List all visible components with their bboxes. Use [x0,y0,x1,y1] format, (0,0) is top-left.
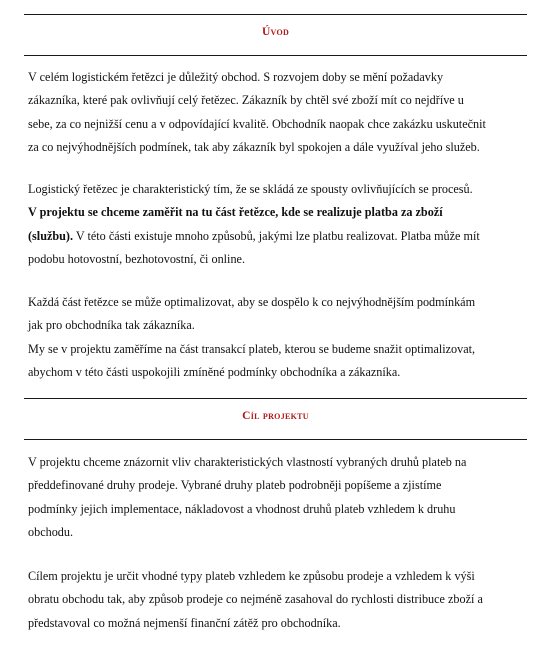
text-line: V celém logistickém řetězci je důležitý obchod. S rozvojem doby se mění požadavky [28,70,444,84]
text-line: Logistický řetězec je charakteristický tím, že se skládá ze spousty ovlivňujících se procesů. [28,182,473,196]
paragraph-goal-1 [28,451,528,544]
text-line: Každá část řetězce se může optimalizovat, aby se dospělo k co nejvýhodnějším podmínkám [28,295,476,309]
text-span: V této části existuje mnoho způsobů, jakými lze platbu realizovat. Platba může mít [73,228,480,243]
text-line [28,225,528,248]
text-line: zákazníka, které pak ovlivňují celý řetězec. Zákazník by chtěl své zboží mít co nejdříve u [28,93,464,108]
section-title-cil-projektu: Cíl projektu [242,410,309,422]
text-line: abychom v této části uspokojili zmíněné podmínky obchodníka a zákazníka. [28,364,401,379]
paragraph-intro-2 [28,178,528,271]
paragraph-goal-2 [28,565,528,635]
paragraph-intro-1 [28,66,528,159]
paragraph-intro-3 [28,291,528,384]
section-rule-bottom [24,55,527,56]
text-line: za co nejvýhodnějších podmínek, tak aby zákazník byl spokojen a dále využíval jeho služeb. [28,139,480,154]
text-line: Cílem projektu je určit vhodné typy plateb vzhledem ke způsobu prodeje a vzhledem k výši [28,569,475,583]
text-line: obchodu. [28,524,74,539]
bold-text: (službu). [28,228,74,243]
bold-text: V projektu se chceme zaměřit na tu část řetězce, kde se realizuje platba za zboží [28,205,443,220]
text-line: jak pro obchodníka tak zákazníka. [28,318,195,333]
section-rule-top [24,398,527,399]
text-line: sebe, za co nejnižší cenu a v odpovídající kvalitě. Obchodník naopak chce zakázku uskutečnit [28,116,486,131]
text-line: My se v projektu zaměříme na část transakcí plateb, kterou se budeme snažit optimalizovat, [28,341,476,356]
text-line: podmínky jejich implementace, nákladovost a vhodnost druhů plateb vzhledem k druhu [28,501,456,516]
section-rule-bottom [24,439,527,440]
text-line: podobu hotovostní, bezhotovostní, či online. [28,251,245,266]
text-line [28,201,528,224]
text-line: obratu obchodu tak, aby způsob prodeje co nejméně zasahoval do rychlosti distribuce zboží a [28,592,483,607]
section-title-uvod: Úvod [261,26,290,38]
section-rule-top [24,14,527,15]
text-line: představoval co možná nejmenší finanční zátěž pro obchodníka. [28,615,341,630]
text-line: V projektu chceme znázornit vliv charakteristických vlastností vybraných druhů plateb na [28,455,467,469]
text-line: předdefinované druhy prodeje. Vybrané druhy plateb podrobněji popíšeme a zjistíme [28,478,442,493]
